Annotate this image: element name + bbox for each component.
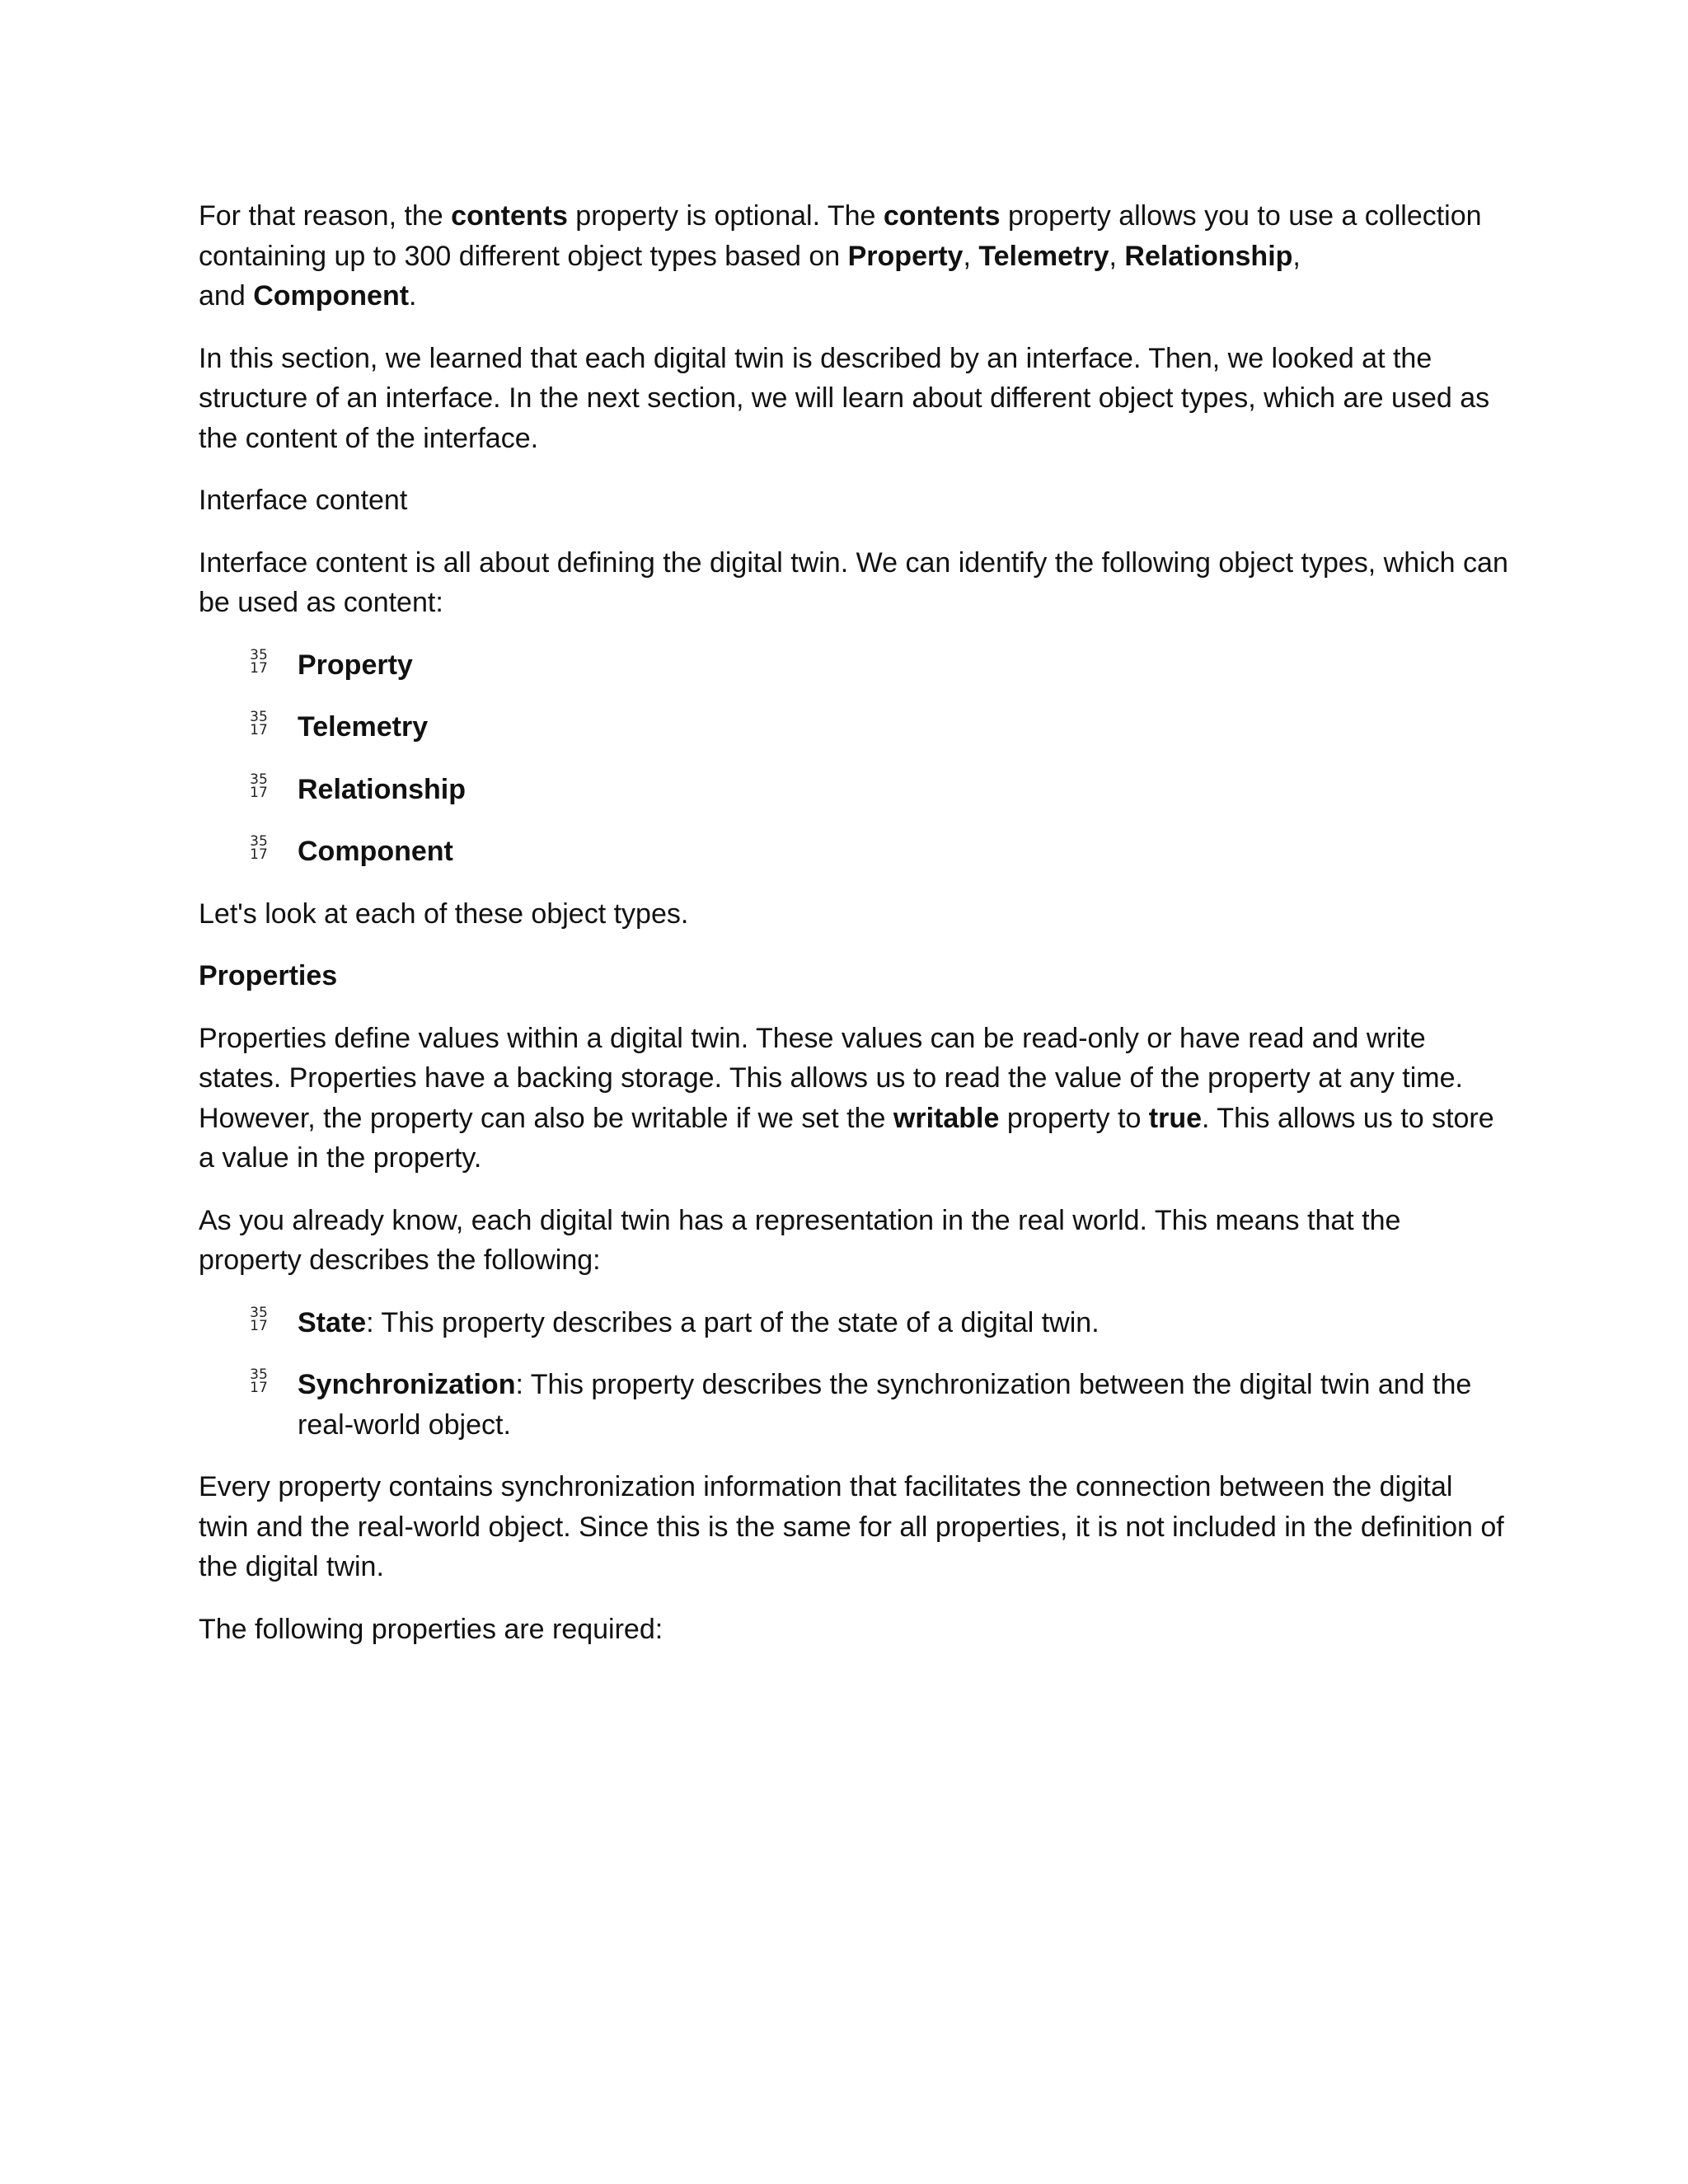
list-item-term: State [298,1306,367,1338]
paragraph-section-summary: In this section, we learned that each digital twin is described by an interface. Then, we looked at the structure of an interface. In the next section, we will learn about different object types, which are used as the content of the interface. [199,342,1490,454]
list-item-label: Property [298,649,413,681]
list-item-description: : This property describes the synchronization between the digital twin and the real-world object. [298,1369,1472,1441]
text-run: . This allows us to store a value in the property. [199,1102,1494,1174]
bullet-icon: 35 17 [250,646,268,677]
bold-term-writable: writable [893,1102,1000,1134]
property-aspects-list [199,1303,1509,1446]
list-item [199,770,1509,810]
bold-term-contents: contents [451,200,568,232]
text-run: Properties define values within a digital twin. These values can be read-only or have read and write states. Properties have a backing storage. This allows us to read the value of the property at any time. However, the property can also be writable if we set the [199,1022,1463,1134]
list-item [199,832,1509,872]
list-item [199,707,1509,748]
bullet-icon: 35 17 [250,1304,268,1334]
bold-term-telemetry: Telemetry [978,240,1109,272]
bold-term-relationship: Relationship [1124,240,1293,272]
bullet-icon: 35 17 [250,771,268,801]
text-run: property to [999,1102,1149,1134]
text-run: , [1109,240,1125,272]
text-run: property is optional. The [567,200,884,232]
bullet-icon: 35 17 [250,1366,268,1396]
heading-properties-text: Properties [199,960,338,991]
heading-properties [199,956,1509,996]
list-item [199,1365,1509,1445]
bold-term-property: Property [847,240,964,272]
list-item-label: Relationship [298,773,467,805]
text-run: . [409,280,417,312]
heading-interface-content: Interface content [199,485,408,516]
list-item [199,645,1509,686]
list-item-label: Component [298,836,453,867]
text-run: , [1292,240,1301,272]
text-run: and [199,280,254,312]
paragraph-required-properties: The following properties are required: [199,1613,663,1645]
bullet-icon: 35 17 [250,709,268,738]
document-body [199,196,1509,1671]
list-item-description: : This property describes a part of the state of a digital twin. [366,1306,1100,1338]
paragraph-representation: As you already know, each digital twin has a representation in the real world. This means that the property describes the following: [199,1204,1401,1276]
bullet-icon: 35 17 [250,833,268,863]
paragraph-interface-content-intro: Interface content is all about defining the digital twin. We can identify the following object types, which can be used as content: [199,546,1508,618]
list-item-term: Synchronization [298,1369,516,1400]
bold-term-contents: contents [883,200,1001,232]
paragraph-contents-optional [199,196,1509,316]
text-run: property allows you to use a collection containing up to 300 different object types based on [199,200,1482,272]
bold-term-true: true [1148,1102,1203,1134]
paragraph-synchronization-info: Every property contains synchronization information that facilitates the connection between the digital twin and the real-world object. Since this is the same for all properties, it is not included in the definition of the digital twin. [199,1471,1504,1582]
list-item-label: Telemetry [298,711,429,743]
paragraph-properties-define [199,1019,1509,1179]
content-types-list [199,645,1509,872]
text-run: For that reason, the [199,200,452,232]
list-item [199,1303,1509,1343]
bold-term-component: Component [253,280,410,312]
paragraph-lets-look: Let's look at each of these object types. [199,898,689,930]
text-run: , [963,240,979,272]
